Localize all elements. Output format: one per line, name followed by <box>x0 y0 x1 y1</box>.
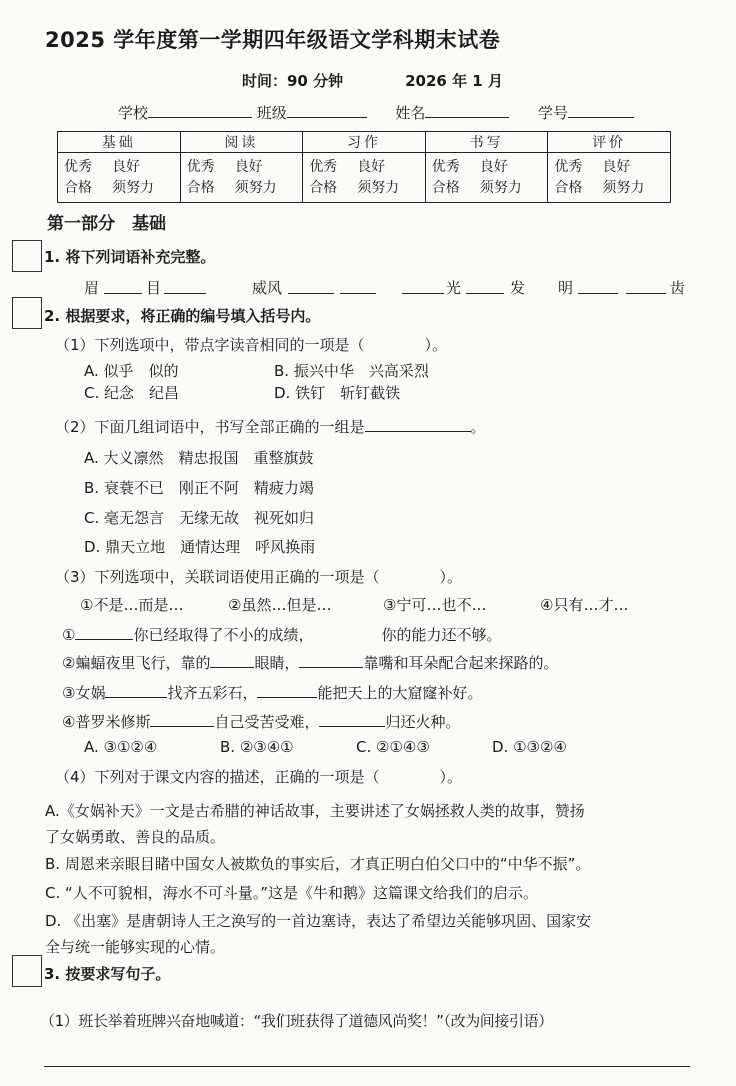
score-header: 习作 <box>303 132 426 153</box>
option-text: 了女娲勇敢、善良的品质。 <box>45 828 226 846</box>
fill-blank[interactable] <box>288 279 334 294</box>
sentence-part: 能把天上的大窟窿补好。 <box>317 684 483 702</box>
option: B. 衰蓑不已 刚正不阿 精疲力竭 <box>84 479 314 497</box>
fill-blank[interactable] <box>340 279 376 294</box>
sentence-part: 眼睛， <box>254 654 300 672</box>
grade-cell <box>180 153 303 203</box>
sentence-part: 靠嘴和耳朵配合起来探路的。 <box>363 654 559 672</box>
stem-end: 。 <box>470 418 486 436</box>
option-text: 全与统一能够实现的心情。 <box>45 938 226 956</box>
score-table <box>57 131 671 203</box>
grade-option: 须努力 <box>479 179 522 196</box>
grade-option: 合格 <box>309 179 338 196</box>
name-blank[interactable] <box>425 103 509 118</box>
option: C. 毫无怨言 无缘无故 视死如归 <box>84 509 315 527</box>
grade-option: 优秀 <box>431 158 460 175</box>
sentence <box>62 624 501 645</box>
option: A. 似乎 似的 <box>84 362 179 380</box>
conjunction-option: ①不是…而是… <box>80 596 184 614</box>
option: C. ②①④③ <box>356 738 430 756</box>
question-2-1-stem: （1）下列选项中，带点字读音相同的一项是（ ）。 <box>55 336 448 354</box>
grade-option: 优秀 <box>186 158 215 175</box>
score-box[interactable] <box>12 955 42 987</box>
grade-option: 良好 <box>234 158 263 175</box>
option: D. ①③②④ <box>492 738 567 756</box>
option: C. 纪念 纪昌 <box>84 384 180 402</box>
answer-blank[interactable] <box>365 417 471 432</box>
grade-cell <box>303 153 426 203</box>
class-label: 班级 <box>256 104 287 122</box>
score-header: 评价 <box>548 132 671 153</box>
option: A. 大义凛然 精忠报国 重整旗鼓 <box>84 449 314 467</box>
question-2-4-stem: （4）下列对于课文内容的描述，正确的一项是（ ）。 <box>55 768 463 786</box>
sentence-part: ④普罗米修斯 <box>62 713 151 731</box>
fill-blank[interactable] <box>466 279 504 294</box>
fill-blank[interactable] <box>150 712 214 727</box>
class-blank[interactable] <box>287 103 367 118</box>
grade-option: 良好 <box>112 158 140 175</box>
grade-option: 须努力 <box>112 179 154 196</box>
grade-option: 优秀 <box>554 158 583 175</box>
grade-option: 合格 <box>554 179 583 196</box>
fill-blank[interactable] <box>319 712 385 727</box>
grade-cell <box>548 153 671 203</box>
fill-blank[interactable] <box>105 683 167 698</box>
fill-blank[interactable] <box>626 279 666 294</box>
score-header: 阅读 <box>180 132 303 153</box>
grade-option: 合格 <box>186 179 215 196</box>
question-2-3-stem: （3）下列选项中，关联词语使用正确的一项是（ ）。 <box>55 568 463 586</box>
word-part: 威风 <box>252 279 283 297</box>
grade-option: 须努力 <box>357 179 400 196</box>
fill-blank[interactable] <box>164 279 206 294</box>
grade-option: 优秀 <box>309 158 338 175</box>
time-label: 时间：90 分钟 <box>242 72 344 90</box>
sentence <box>62 682 482 703</box>
score-header: 书写 <box>425 132 548 153</box>
conjunction-option: ②虽然…但是… <box>228 596 332 614</box>
sentence-part: ②蝙蝠夜里飞行，靠的 <box>62 654 211 672</box>
grade-option: 合格 <box>431 179 460 196</box>
id-label: 学号 <box>538 104 569 122</box>
option-text: B. 周恩来亲眼目睹中国女人被欺负的事实后，才真正明白伯父口中的“中华不振”。 <box>45 855 591 873</box>
grade-option: 良好 <box>479 158 508 175</box>
score-header: 基础 <box>58 132 181 153</box>
sentence-part: 自己受苦受难， <box>214 713 320 731</box>
grade-cell <box>425 153 548 203</box>
conjunction-option: ③宁可…也不… <box>383 596 487 614</box>
name-label: 姓名 <box>395 104 426 122</box>
sentence-part: 你已经取得了不小的成绩， <box>133 626 314 644</box>
exam-date: 2026 年 1 月 <box>405 72 503 90</box>
grade-option: 须努力 <box>234 179 277 196</box>
fill-blank[interactable] <box>402 279 444 294</box>
option: B. 振兴中华 兴高采烈 <box>274 362 429 380</box>
option: A. ③①②④ <box>84 738 158 756</box>
grade-option: 须努力 <box>602 179 645 196</box>
word-part: 明 <box>558 279 574 297</box>
school-blank[interactable] <box>148 103 252 118</box>
sentence <box>62 652 558 673</box>
word-part: 眉 <box>84 279 100 297</box>
option: B. ②③④① <box>220 738 294 756</box>
fill-blank[interactable] <box>210 653 254 668</box>
question-1-title: 1. 将下列词语补充完整。 <box>44 248 216 266</box>
word-part: 齿 <box>670 279 686 297</box>
stem-text: （2）下面几组词语中，书写全部正确的一组是 <box>55 418 365 436</box>
grade-option: 良好 <box>357 158 386 175</box>
option-text: C. “人不可貌相，海水不可斗量。”这是《牛和鹅》这篇课文给我们的启示。 <box>45 884 539 902</box>
fill-blank[interactable] <box>257 683 317 698</box>
fill-blank[interactable] <box>75 625 133 640</box>
grade-option: 合格 <box>64 179 92 196</box>
question-1-words <box>0 277 736 299</box>
question-3-1-stem: （1）班长举着班牌兴奋地喊道：“我们班获得了道德风尚奖！”（改为间接引语） <box>40 1012 553 1030</box>
sentence <box>62 711 460 732</box>
conjunction-option: ④只有…才… <box>540 596 629 614</box>
sentence-part: 你的能力还不够。 <box>381 626 502 644</box>
word-part: 发 <box>510 279 526 297</box>
student-info <box>118 102 634 123</box>
option: D. 鼎天立地 通情达理 呼风换雨 <box>84 538 316 556</box>
grade-option: 良好 <box>602 158 631 175</box>
question-2-title: 2. 根据要求，将正确的编号填入括号内。 <box>44 307 321 325</box>
id-blank[interactable] <box>568 103 634 118</box>
answer-line[interactable] <box>44 1066 690 1067</box>
grade-cell <box>58 153 181 203</box>
exam-time <box>242 70 503 91</box>
sentence-part: 归还火种。 <box>385 713 461 731</box>
sentence-part: ③女娲 <box>62 684 106 702</box>
sentence-part: 找齐五彩石， <box>167 684 258 702</box>
school-label: 学校 <box>118 104 149 122</box>
word-part: 光 <box>446 279 462 297</box>
question-3-title: 3. 按要求写句子。 <box>44 965 171 983</box>
score-box[interactable] <box>12 297 42 329</box>
score-box[interactable] <box>12 240 42 272</box>
fill-blank[interactable] <box>299 653 363 668</box>
part-title: 第一部分 基础 <box>47 214 166 234</box>
option-text: A.《女娲补天》一文是古希腊的神话故事，主要讲述了女娲拯救人类的故事，赞扬 <box>45 802 585 820</box>
grade-option: 优秀 <box>64 158 92 175</box>
question-2-2-stem <box>55 416 486 437</box>
option-text: D. 《出塞》是唐朝诗人王之涣写的一首边塞诗，表达了希望边关能够巩固、国家安 <box>45 912 592 930</box>
option: D. 铁钉 斩钉截铁 <box>274 384 401 402</box>
sentence-part: ① <box>62 626 76 644</box>
fill-blank[interactable] <box>578 279 618 294</box>
word-part: 目 <box>146 279 162 297</box>
fill-blank[interactable] <box>104 279 142 294</box>
exam-title: 2025 学年度第一学期四年级语文学科期末试卷 <box>45 28 501 52</box>
